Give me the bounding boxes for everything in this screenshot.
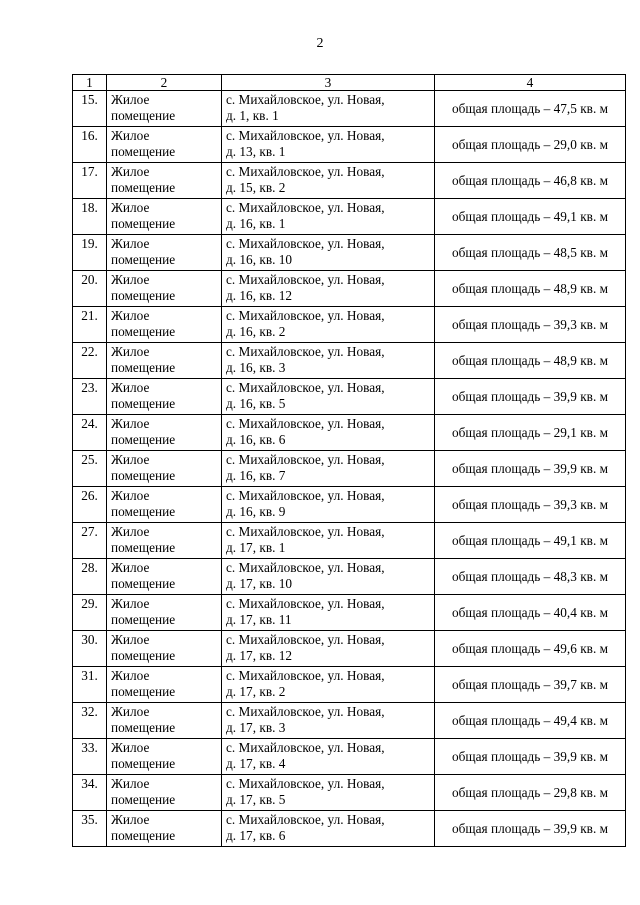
property-type-line2: помещение — [111, 216, 176, 231]
area-cell — [435, 595, 626, 631]
property-type-cell — [107, 811, 222, 847]
table-row — [73, 415, 626, 451]
table-row — [73, 235, 626, 271]
area-cell — [435, 775, 626, 811]
column-number-1: 1 — [73, 75, 107, 91]
property-type-cell — [107, 487, 222, 523]
property-type-line2: помещение — [111, 756, 176, 771]
row-number: 31. — [81, 668, 98, 683]
row-number: 29. — [81, 596, 98, 611]
property-type-line1: Жилое — [111, 740, 150, 755]
property-type-line2: помещение — [111, 468, 176, 483]
area-cell — [435, 487, 626, 523]
property-type-line1: Жилое — [111, 128, 150, 143]
table-row — [73, 343, 626, 379]
row-number: 25. — [81, 452, 98, 467]
address-line1: с. Михайловское, ул. Новая, — [226, 416, 385, 431]
property-type-line2: помещение — [111, 180, 176, 195]
table-row — [73, 487, 626, 523]
property-type-line2: помещение — [111, 612, 176, 627]
address-line1: с. Михайловское, ул. Новая, — [226, 740, 385, 755]
address-line1: с. Михайловское, ул. Новая, — [226, 488, 385, 503]
area-cell — [435, 271, 626, 307]
row-number-cell — [73, 199, 107, 235]
property-type-line1: Жилое — [111, 812, 150, 827]
address-line2: д. 17, кв. 11 — [226, 612, 292, 627]
address-line1: с. Михайловское, ул. Новая, — [226, 596, 385, 611]
property-type-line1: Жилое — [111, 776, 150, 791]
table-row — [73, 703, 626, 739]
row-number-cell — [73, 667, 107, 703]
column-number-row — [73, 75, 626, 91]
row-number-cell — [73, 91, 107, 127]
address-cell — [222, 163, 435, 199]
area-cell — [435, 631, 626, 667]
row-number: 34. — [81, 776, 98, 791]
property-type-line2: помещение — [111, 792, 176, 807]
row-number: 17. — [81, 164, 98, 179]
address-cell — [222, 559, 435, 595]
row-number: 16. — [81, 128, 98, 143]
address-line2: д. 15, кв. 2 — [226, 180, 286, 195]
property-type-line2: помещение — [111, 720, 176, 735]
table-row — [73, 559, 626, 595]
address-cell — [222, 415, 435, 451]
address-cell — [222, 595, 435, 631]
property-type-line1: Жилое — [111, 92, 150, 107]
address-line1: с. Михайловское, ул. Новая, — [226, 236, 385, 251]
total-area: общая площадь – 39,9 кв. м — [451, 460, 609, 476]
address-line2: д. 16, кв. 7 — [226, 468, 286, 483]
property-type-line2: помещение — [111, 108, 176, 123]
property-type-line2: помещение — [111, 540, 176, 555]
column-number-3: 3 — [222, 75, 435, 91]
row-number-cell — [73, 559, 107, 595]
total-area: общая площадь – 49,4 кв. м — [451, 712, 609, 728]
property-type-cell — [107, 343, 222, 379]
address-line2: д. 16, кв. 2 — [226, 324, 286, 339]
row-number-cell — [73, 307, 107, 343]
address-line2: д. 16, кв. 3 — [226, 360, 286, 375]
row-number-cell — [73, 703, 107, 739]
property-type-line1: Жилое — [111, 560, 150, 575]
property-type-line1: Жилое — [111, 164, 150, 179]
row-number-cell — [73, 811, 107, 847]
address-cell — [222, 703, 435, 739]
address-cell — [222, 91, 435, 127]
address-cell — [222, 811, 435, 847]
address-cell — [222, 631, 435, 667]
address-line1: с. Михайловское, ул. Новая, — [226, 344, 385, 359]
property-type-cell — [107, 163, 222, 199]
address-line2: д. 17, кв. 4 — [226, 756, 286, 771]
row-number: 23. — [81, 380, 98, 395]
total-area: общая площадь – 39,9 кв. м — [451, 748, 609, 764]
address-line1: с. Михайловское, ул. Новая, — [226, 776, 385, 791]
address-line1: с. Михайловское, ул. Новая, — [226, 272, 385, 287]
address-line1: с. Михайловское, ул. Новая, — [226, 92, 385, 107]
property-type-line2: помещение — [111, 288, 176, 303]
table-body — [73, 91, 626, 847]
table-row — [73, 811, 626, 847]
total-area: общая площадь – 29,8 кв. м — [451, 784, 609, 800]
total-area: общая площадь – 49,6 кв. м — [451, 640, 609, 656]
area-cell — [435, 703, 626, 739]
address-line2: д. 13, кв. 1 — [226, 144, 286, 159]
address-line2: д. 16, кв. 9 — [226, 504, 286, 519]
address-line1: с. Михайловское, ул. Новая, — [226, 812, 385, 827]
row-number-cell — [73, 235, 107, 271]
row-number-cell — [73, 775, 107, 811]
address-line1: с. Михайловское, ул. Новая, — [226, 668, 385, 683]
property-type-cell — [107, 559, 222, 595]
property-type-line1: Жилое — [111, 524, 150, 539]
row-number: 21. — [81, 308, 98, 323]
address-cell — [222, 523, 435, 559]
total-area: общая площадь – 29,0 кв. м — [451, 136, 609, 152]
total-area: общая площадь – 48,9 кв. м — [451, 280, 609, 296]
total-area: общая площадь – 39,3 кв. м — [451, 316, 609, 332]
total-area: общая площадь – 39,9 кв. м — [451, 388, 609, 404]
property-type-line2: помещение — [111, 684, 176, 699]
property-type-line1: Жилое — [111, 236, 150, 251]
area-cell — [435, 559, 626, 595]
area-cell — [435, 199, 626, 235]
total-area: общая площадь – 48,3 кв. м — [451, 568, 609, 584]
row-number-cell — [73, 739, 107, 775]
property-type-cell — [107, 91, 222, 127]
table-row — [73, 199, 626, 235]
area-cell — [435, 379, 626, 415]
property-type-cell — [107, 451, 222, 487]
property-type-cell — [107, 631, 222, 667]
row-number-cell — [73, 487, 107, 523]
table-row — [73, 775, 626, 811]
total-area: общая площадь – 49,1 кв. м — [451, 532, 609, 548]
address-line2: д. 17, кв. 2 — [226, 684, 286, 699]
property-type-line1: Жилое — [111, 344, 150, 359]
property-type-line1: Жилое — [111, 308, 150, 323]
address-line2: д. 16, кв. 10 — [226, 252, 293, 267]
address-line1: с. Михайловское, ул. Новая, — [226, 128, 385, 143]
property-type-line2: помещение — [111, 144, 176, 159]
column-number-2: 2 — [107, 75, 222, 91]
area-cell — [435, 739, 626, 775]
address-line2: д. 16, кв. 6 — [226, 432, 286, 447]
property-type-cell — [107, 739, 222, 775]
total-area: общая площадь – 48,9 кв. м — [451, 352, 609, 368]
property-type-line1: Жилое — [111, 596, 150, 611]
total-area: общая площадь – 47,5 кв. м — [451, 100, 609, 116]
property-type-cell — [107, 199, 222, 235]
row-number-cell — [73, 379, 107, 415]
property-type-line1: Жилое — [111, 380, 150, 395]
area-cell — [435, 523, 626, 559]
property-type-line1: Жилое — [111, 200, 150, 215]
address-cell — [222, 307, 435, 343]
property-type-line2: помещение — [111, 504, 176, 519]
row-number: 20. — [81, 272, 98, 287]
row-number: 19. — [81, 236, 98, 251]
property-type-cell — [107, 595, 222, 631]
table-row — [73, 307, 626, 343]
area-cell — [435, 235, 626, 271]
property-type-line1: Жилое — [111, 488, 150, 503]
address-line1: с. Михайловское, ул. Новая, — [226, 200, 385, 215]
address-line1: с. Михайловское, ул. Новая, — [226, 164, 385, 179]
address-line2: д. 16, кв. 12 — [226, 288, 293, 303]
property-type-cell — [107, 703, 222, 739]
address-line2: д. 1, кв. 1 — [226, 108, 279, 123]
total-area: общая площадь – 29,1 кв. м — [451, 424, 609, 440]
row-number-cell — [73, 415, 107, 451]
total-area: общая площадь – 39,7 кв. м — [451, 676, 609, 692]
area-cell — [435, 667, 626, 703]
row-number: 28. — [81, 560, 98, 575]
address-cell — [222, 739, 435, 775]
property-type-line2: помещение — [111, 360, 176, 375]
address-cell — [222, 271, 435, 307]
table-row — [73, 91, 626, 127]
property-type-line2: помещение — [111, 576, 176, 591]
column-number-4: 4 — [435, 75, 626, 91]
total-area: общая площадь – 46,8 кв. м — [451, 172, 609, 188]
property-type-line1: Жилое — [111, 704, 150, 719]
total-area: общая площадь – 40,4 кв. м — [451, 604, 609, 620]
property-type-line1: Жилое — [111, 452, 150, 467]
table-row — [73, 163, 626, 199]
address-line2: д. 17, кв. 10 — [226, 576, 293, 591]
page-number: 2 — [316, 36, 324, 51]
total-area: общая площадь – 39,9 кв. м — [451, 820, 609, 836]
area-cell — [435, 451, 626, 487]
address-line2: д. 17, кв. 1 — [226, 540, 286, 555]
row-number-cell — [73, 127, 107, 163]
address-cell — [222, 451, 435, 487]
property-table — [72, 74, 626, 847]
address-line1: с. Михайловское, ул. Новая, — [226, 524, 385, 539]
table-row — [73, 523, 626, 559]
table-row — [73, 667, 626, 703]
row-number: 33. — [81, 740, 98, 755]
address-line1: с. Михайловское, ул. Новая, — [226, 632, 385, 647]
property-type-cell — [107, 235, 222, 271]
address-line1: с. Михайловское, ул. Новая, — [226, 560, 385, 575]
property-type-line2: помещение — [111, 828, 176, 843]
area-cell — [435, 127, 626, 163]
address-line2: д. 17, кв. 5 — [226, 792, 286, 807]
property-type-cell — [107, 415, 222, 451]
row-number-cell — [73, 451, 107, 487]
property-type-line1: Жилое — [111, 416, 150, 431]
row-number-cell — [73, 343, 107, 379]
row-number: 32. — [81, 704, 98, 719]
address-line1: с. Михайловское, ул. Новая, — [226, 704, 385, 719]
property-type-cell — [107, 271, 222, 307]
address-line1: с. Михайловское, ул. Новая, — [226, 380, 385, 395]
property-type-cell — [107, 523, 222, 559]
property-type-line2: помещение — [111, 432, 176, 447]
table-row — [73, 631, 626, 667]
row-number-cell — [73, 271, 107, 307]
address-line2: д. 17, кв. 6 — [226, 828, 286, 843]
property-type-line2: помещение — [111, 648, 176, 663]
area-cell — [435, 163, 626, 199]
area-cell — [435, 343, 626, 379]
property-type-cell — [107, 127, 222, 163]
row-number: 35. — [81, 812, 98, 827]
property-type-cell — [107, 307, 222, 343]
property-type-cell — [107, 667, 222, 703]
table-row — [73, 379, 626, 415]
property-type-line2: помещение — [111, 324, 176, 339]
row-number-cell — [73, 163, 107, 199]
row-number: 22. — [81, 344, 98, 359]
property-type-line2: помещение — [111, 396, 176, 411]
property-type-line1: Жилое — [111, 668, 150, 683]
area-cell — [435, 415, 626, 451]
row-number-cell — [73, 631, 107, 667]
address-cell — [222, 127, 435, 163]
address-line2: д. 16, кв. 5 — [226, 396, 286, 411]
address-line2: д. 16, кв. 1 — [226, 216, 286, 231]
table-row — [73, 127, 626, 163]
address-line1: с. Михайловское, ул. Новая, — [226, 452, 385, 467]
row-number: 18. — [81, 200, 98, 215]
address-cell — [222, 343, 435, 379]
area-cell — [435, 91, 626, 127]
property-type-cell — [107, 775, 222, 811]
property-type-line1: Жилое — [111, 632, 150, 647]
address-cell — [222, 235, 435, 271]
address-cell — [222, 379, 435, 415]
area-cell — [435, 811, 626, 847]
property-type-line1: Жилое — [111, 272, 150, 287]
table-row — [73, 595, 626, 631]
table-row — [73, 739, 626, 775]
address-line2: д. 17, кв. 3 — [226, 720, 286, 735]
table-row — [73, 271, 626, 307]
address-cell — [222, 775, 435, 811]
property-type-line2: помещение — [111, 252, 176, 267]
row-number-cell — [73, 523, 107, 559]
row-number: 30. — [81, 632, 98, 647]
row-number: 15. — [81, 92, 98, 107]
address-cell — [222, 667, 435, 703]
area-cell — [435, 307, 626, 343]
address-line1: с. Михайловское, ул. Новая, — [226, 308, 385, 323]
row-number: 24. — [81, 416, 98, 431]
address-cell — [222, 487, 435, 523]
address-cell — [222, 199, 435, 235]
row-number: 27. — [81, 524, 98, 539]
row-number: 26. — [81, 488, 98, 503]
total-area: общая площадь – 39,3 кв. м — [451, 496, 609, 512]
total-area: общая площадь – 48,5 кв. м — [451, 244, 609, 260]
table-row — [73, 451, 626, 487]
total-area: общая площадь – 49,1 кв. м — [451, 208, 609, 224]
property-type-cell — [107, 379, 222, 415]
address-line2: д. 17, кв. 12 — [226, 648, 293, 663]
row-number-cell — [73, 595, 107, 631]
